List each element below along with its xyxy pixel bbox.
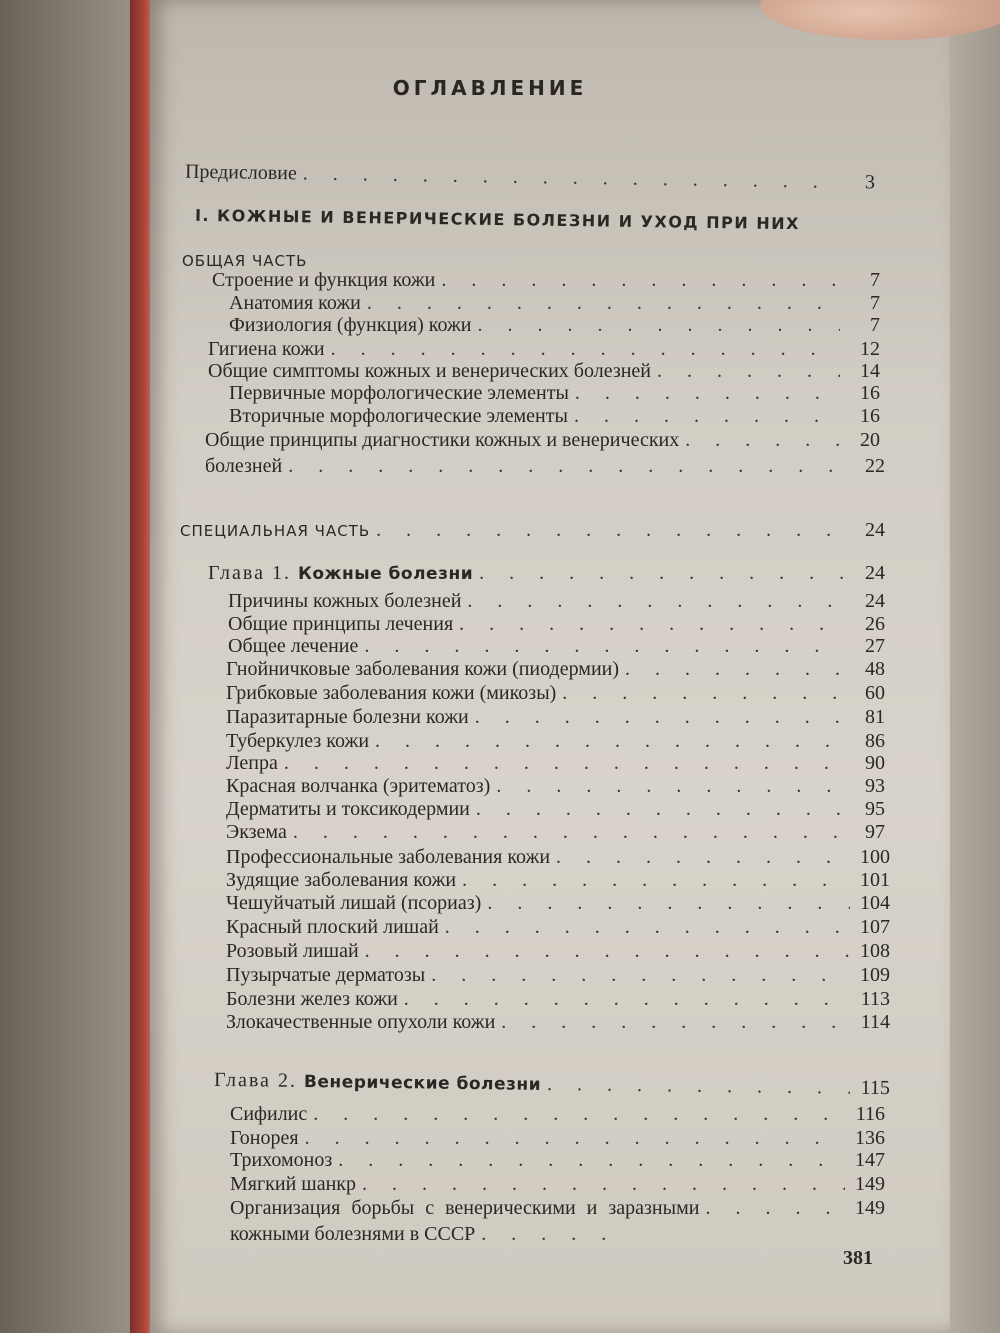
toc-entry	[226, 1010, 890, 1034]
toc-entry-page: 109	[860, 964, 890, 986]
leader-dots	[459, 612, 845, 636]
toc-entry	[226, 774, 885, 798]
toc-entry-label: Красная волчанка (эритематоз)	[226, 775, 491, 797]
chapter-title: Венерические болезни	[303, 1071, 542, 1095]
toc-entry	[230, 1196, 885, 1220]
toc-entry-page: 115	[860, 1076, 891, 1100]
chapter-prefix: Глава 2.	[213, 1068, 298, 1092]
leader-dots	[338, 1148, 845, 1172]
toc-entry-page: 101	[860, 869, 890, 891]
toc-entry-page: 20	[860, 429, 880, 451]
leader-dots	[441, 268, 840, 292]
toc-entry-continuation	[230, 1222, 630, 1246]
toc-entry	[212, 268, 880, 292]
chapter-1-heading	[208, 561, 885, 586]
toc-entry-label: Лепра	[226, 752, 278, 774]
toc-entry-label: Профессиональные заболевания кожи	[226, 846, 551, 868]
toc-entry	[226, 729, 885, 753]
toc-entry-page: 24	[865, 562, 885, 584]
leader-dots	[462, 868, 850, 892]
toc-entry-label: Трихомоноз	[230, 1149, 333, 1171]
toc-entry	[226, 797, 885, 821]
toc-entry	[226, 705, 885, 729]
toc-entry-page: 149	[855, 1197, 885, 1219]
leader-dots	[479, 561, 845, 585]
toc-title: ОГЛАВЛЕНИЕ	[392, 76, 588, 100]
toc-entry	[226, 845, 890, 869]
toc-entry	[205, 454, 885, 478]
toc-entry-label: Грибковые заболевания кожи (микозы)	[226, 682, 557, 704]
toc-entry-page: 113	[860, 988, 890, 1010]
toc-entry-page: 60	[865, 682, 885, 704]
leader-dots	[376, 518, 845, 542]
toc-entry-page: 114	[860, 1011, 890, 1033]
section-heading-special: СПЕЦИАЛЬНАЯ ЧАСТЬ	[180, 522, 371, 540]
leader-dots	[305, 1126, 845, 1150]
toc-entry-page: 93	[865, 775, 885, 797]
leader-dots	[487, 891, 850, 915]
toc-entry-label: Розовый лишай	[226, 940, 359, 962]
leader-dots	[331, 337, 840, 361]
toc-entry-page: 16	[860, 382, 880, 404]
section-heading-general: ОБЩАЯ ЧАСТЬ	[182, 252, 308, 270]
toc-entry-page: 108	[860, 940, 890, 962]
toc-entry-page: 26	[865, 613, 885, 635]
chapter-label	[214, 1068, 541, 1097]
leader-dots	[501, 1010, 850, 1034]
leader-dots	[475, 705, 845, 729]
toc-entry-label: Зудящие заболевания кожи	[226, 869, 457, 891]
leader-dots	[362, 1172, 845, 1196]
toc-entry-label: Красный плоский лишай	[226, 916, 439, 938]
leader-dots	[476, 797, 845, 821]
toc-entry-label: Вторичные морфологические элементы	[229, 405, 568, 427]
chapter-title: Кожные болезни	[297, 564, 474, 584]
leader-dots	[705, 1196, 845, 1220]
toc-entry-page: 7	[870, 314, 880, 336]
leader-dots	[364, 634, 845, 658]
leader-dots	[313, 1102, 845, 1126]
toc-entry	[228, 634, 885, 658]
toc-entry-page: 16	[860, 405, 880, 427]
toc-entry-page: 149	[855, 1173, 885, 1195]
toc-entry	[226, 987, 890, 1011]
toc-entry	[229, 291, 880, 315]
toc-entry-label: Экзема	[226, 821, 287, 843]
toc-entry-label: Общее лечение	[228, 635, 359, 657]
toc-entry	[226, 657, 885, 681]
toc-entry-label: Сифилис	[230, 1103, 308, 1125]
toc-entry-label: Общие симптомы кожных и венерических болезней	[208, 360, 652, 382]
toc-entry	[208, 359, 880, 383]
toc-entry	[226, 820, 885, 844]
toc-entry	[205, 428, 880, 452]
toc-entry-page: 107	[860, 916, 890, 938]
toc-entry-page: 136	[855, 1127, 885, 1149]
leader-dots	[625, 657, 845, 681]
toc-entry	[230, 1102, 885, 1126]
toc-entry-label: Предисловие	[184, 160, 298, 185]
leader-dots	[556, 845, 850, 869]
leader-dots	[445, 915, 850, 939]
toc-entry-label: Паразитарные болезни кожи	[226, 706, 469, 728]
toc-entry-label: Первичные морфологические элементы	[229, 382, 569, 404]
toc-entry	[229, 404, 880, 428]
toc-entry-label: Гнойничковые заболевания кожи (пиодермии)	[226, 658, 620, 680]
toc-entry-page: 7	[870, 292, 880, 314]
toc-entry	[230, 1148, 885, 1172]
toc-entry-label: Общие принципы лечения	[228, 613, 454, 635]
toc-entry	[226, 751, 885, 775]
leader-dots	[547, 1072, 850, 1100]
toc-entry-page: 24	[865, 519, 885, 541]
toc-entry	[228, 612, 885, 636]
toc-entry-page: 14	[860, 360, 880, 382]
toc-entry	[230, 1126, 885, 1150]
toc-entry-label: Дерматиты и токсикодермии	[226, 798, 470, 820]
toc-entry-page: 104	[860, 892, 890, 914]
toc-entry-label: Строение и функция кожи	[212, 269, 436, 291]
toc-entry-page: 24	[865, 590, 885, 612]
toc-entry	[226, 939, 890, 963]
toc-entry-page: 3	[864, 171, 876, 194]
toc-entry	[226, 963, 890, 987]
leader-dots	[685, 428, 840, 452]
page-number: 381	[843, 1247, 873, 1269]
part-title: I. КОЖНЫЕ И ВЕНЕРИЧЕСКИЕ БОЛЕЗНИ И УХОД ПРИ НИХ	[194, 205, 801, 234]
toc-entry-label: Болезни желез кожи	[226, 988, 398, 1010]
leader-dots	[562, 681, 845, 705]
toc-entry-label: Злокачественные опухоли кожи	[226, 1011, 496, 1033]
toc-entry-label: Мягкий шанкр	[230, 1173, 357, 1195]
toc-entry-label: Общие принципы диагностики кожных и венерических	[205, 429, 680, 451]
toc-entry-page: 97	[865, 821, 885, 843]
leader-dots	[481, 1222, 624, 1246]
toc-entry-label: Туберкулез кожи	[226, 730, 370, 752]
leader-dots	[496, 774, 845, 798]
leader-dots	[657, 359, 840, 383]
leader-dots	[431, 963, 850, 987]
toc-entry-label: кожными болезнями в СССР	[230, 1223, 476, 1245]
toc-entry-label: Физиология (функция) кожи	[229, 314, 472, 336]
toc-entry-page: 12	[860, 338, 880, 360]
leader-dots	[293, 820, 845, 844]
leader-dots	[404, 987, 850, 1011]
toc-entry-label: болезней	[205, 455, 283, 477]
toc-entry-page: 86	[865, 730, 885, 752]
toc-entry-label: Причины кожных болезней	[228, 590, 462, 612]
chapter-prefix: Глава 1.	[208, 562, 291, 584]
leader-dots	[575, 381, 840, 405]
toc-entry-page: 147	[855, 1149, 885, 1171]
toc-entry-special	[180, 518, 885, 543]
toc-entry	[226, 891, 890, 915]
leader-dots	[467, 589, 845, 613]
leader-dots	[477, 313, 840, 337]
chapter-label	[208, 561, 473, 586]
toc-entry	[229, 381, 880, 405]
toc-entry	[228, 589, 885, 613]
leader-dots	[574, 404, 840, 428]
toc-entry-page: 48	[865, 658, 885, 680]
toc-entry	[208, 337, 880, 361]
toc-entry-label: Гонорея	[230, 1127, 299, 1149]
toc-entry-label: Гигиена кожи	[208, 338, 325, 360]
leader-dots	[375, 729, 845, 753]
toc-entry-label: Организация борьбы с венерическими и заразными	[230, 1197, 700, 1219]
toc-entry	[229, 313, 880, 337]
toc-entry-page: 22	[865, 455, 885, 477]
toc-entry	[226, 868, 890, 892]
leader-dots	[367, 291, 840, 315]
toc-entry	[226, 681, 885, 705]
toc-entry	[226, 915, 890, 939]
toc-entry-label: Пузырчатые дерматозы	[226, 964, 426, 986]
leader-dots	[288, 454, 845, 478]
leader-dots	[365, 939, 850, 963]
toc-entry-page: 7	[870, 269, 880, 291]
toc-entry-label: Чешуйчатый лишай (псориаз)	[226, 892, 482, 914]
toc-entry-label: Анатомия кожи	[229, 292, 361, 314]
toc-entry	[230, 1172, 885, 1196]
toc-entry-page: 95	[865, 798, 885, 820]
toc-entry-page: 27	[865, 635, 885, 657]
toc-entry-page: 90	[865, 752, 885, 774]
toc-entry-page: 81	[865, 706, 885, 728]
toc-entry-page: 116	[855, 1103, 885, 1125]
toc-entry-page: 100	[860, 846, 890, 868]
leader-dots	[284, 751, 845, 775]
